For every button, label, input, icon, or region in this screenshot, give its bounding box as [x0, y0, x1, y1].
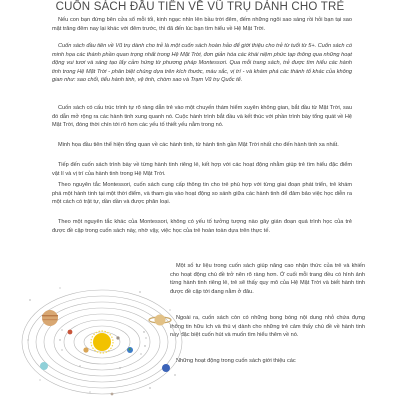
paragraph-intro: Nếu con bạn đứng bên cửa sổ mỗi tối, kinh ngạc nhìn lên bầu trời đêm, đếm những ngôi sao sáng rồi hỏi bạn tại sao mặt trăng đêm nay lại khác với đêm trước, thì đã đến lúc bạn tìm hiểu về Hệ Mặt Trời. [52, 17, 352, 32]
pluto-icon [111, 393, 114, 396]
neptune-icon [162, 364, 170, 372]
paragraph-montessori-2: Theo một nguyên tắc khác của Montessori, không có yếu tố tưởng tượng nào gây gián đoạn quá trình học của trẻ được đề cập trong cuốn sách này, nhờ vậy, việc học của trẻ hoàn toàn dựa trên thực tế. [52, 219, 352, 234]
side-paragraph-materials: Một số tư liệu trong cuốn sách giúp nâng cao nhận thức của trẻ và khiến cho hoạt động chú đề trở nên rõ ràng hơn. Ở cuối mỗi trang đều có hình ảnh từng hành tinh riêng lẻ, trẻ sẽ thấy quy mô của Hệ Mặt Trời và biết hành tinh được đề cập tới đang nằm ở đâu. [170, 263, 365, 295]
paragraph-montessori-1: Theo nguyên tắc Montessori, cuốn sách cung cấp thông tin cho trẻ phù hợp với từng giai đoạn phát triển, trẻ khám phá một hành tinh tại một thời điểm, và tham gia vào hoạt động so sánh giữa các hành tinh để đảm bảo việc học diễn ra một cách có trật tự, dần dần và được phân loại. [52, 182, 352, 206]
uranus-icon [40, 362, 48, 370]
sun-icon [91, 331, 113, 353]
paragraph-overview: Cuốn sách đầu tiên về Vũ trụ dành cho trẻ là một cuốn sách hoàn hảo để giới thiệu cho trẻ từ tuổi từ 5+. Cuốn sách có minh họa các thành phần quan trọng nhất trong Hệ Mặt Trời, đơn giản hóa các khái niệm phức tạp thông qua những hoạt động vui tươi và sáng tạo lấy cảm hứng từ phương pháp Montessori. Qua mỗi trang sách, trẻ được tìm hiểu các hành tinh trong Hệ Mặt Trời - phân biệt chúng dựa trên kích thước, màu sắc, vị trí - và khám phá các thành tố khác của không gian như: sao chổi, tiểu hành tinh, vệ tinh, chòm sao và Trạm Vũ trụ Quốc tế. [52, 43, 352, 84]
solar-system-illustration [20, 280, 185, 398]
earth-icon [127, 347, 133, 353]
paragraph-first-illustration: Minh họa đầu tiên thể hiện tổng quan về các hành tinh, từ hành tinh gần Mặt Trời nhất cho đến hành tinh xa nhất. [58, 142, 339, 148]
paragraph-planets: Tiếp đến cuốn sách trình bày về từng hành tinh riêng lẻ, kết hợp với các hoạt động nhằm giúp trẻ tìm hiểu đặc điểm vật lí và vị trí của hành tinh trong Hệ Mặt Trời. [52, 162, 352, 177]
mars-icon [68, 330, 73, 335]
mercury-icon [116, 336, 119, 339]
side-paragraph-bubbles: Ngoài ra, cuốn sách còn có những bong bóng nội dung nhỏ chứa đựng thông tin hữu ích và thú vị dành cho những trẻ cảm thấy chú đề về hành tinh này đặc biệt cuốn hút và muốn tìm hiểu thêm về nó. [170, 315, 365, 339]
venus-icon [83, 347, 88, 352]
page-title: CUỐN SÁCH ĐẦU TIÊN VỀ VŨ TRỤ DÀNH CHO TRẺ [55, 1, 345, 13]
side-paragraph-activities: Những hoạt động trong cuốn sách giới thiệu các [176, 358, 296, 364]
jupiter-icon [42, 310, 58, 326]
paragraph-structure: Cuốn sách có cấu trúc trình tự rõ ràng dẫn trẻ vào một chuyến thám hiểm xuyên không gian, bắt đầu từ Mặt Trời, sau đó dẫn mở rộng ra các hành tinh xung quanh nó. Cuộc hành trình bắt đầu và kết thúc với phần trình bày tổng quát về Hệ Mặt Trời, đóng thời chín tới rõ hơn các yếu tố thiết yếu nằm trong nó. [52, 105, 352, 129]
